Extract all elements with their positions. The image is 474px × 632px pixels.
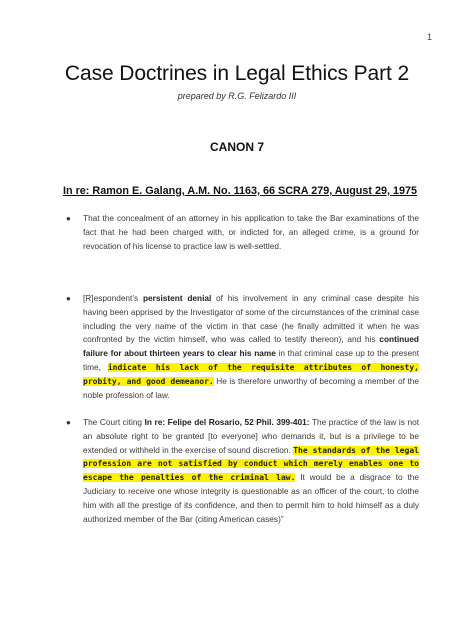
bullet-item xyxy=(63,212,419,253)
bullet-icon: ● xyxy=(66,214,71,223)
highlighted-text: indicate his lack of the requisite attributes of honesty, probity, and good demeanor. xyxy=(83,362,419,386)
bullet-text: It would be a disgrace to the Judiciary to receive one whose integrity is questionable as an officer of the court, to clothe him with all the prestige of its confidence, and then to permit him to hold himself as a duly authorized member of the Bar (citing American cases)” xyxy=(83,472,419,524)
bullet-text: The practice of the law is not an absolute right to be granted [to everyone] who demands it, but is a privilege to be extended or withheld in the exercise of sound discretion. xyxy=(83,417,420,455)
bullet-text: of his involvement in any criminal case despite his having been apprised by the Investigator of some of the circumstances of the criminal case including the very name of the victim in that case (he finally admitted it when he was confronted by the victim himself, who was called to testify thereon), and his xyxy=(83,293,419,345)
bullet-item xyxy=(63,416,419,526)
bullet-icon: ● xyxy=(66,294,71,303)
document-title: Case Doctrines in Legal Ethics Part 2 xyxy=(64,62,410,85)
case-heading: In re: Ramon E. Galang, A.M. No. 1163, 66 SCRA 279, August 29, 1975 xyxy=(63,185,418,197)
bold-text: persistent denial xyxy=(142,293,212,303)
bullet-item xyxy=(63,292,419,402)
bullet-text: The Court citing xyxy=(83,417,145,427)
bullet-list-3 xyxy=(63,416,419,526)
page-number: 1 xyxy=(426,32,432,42)
bullet-list-1 xyxy=(63,212,419,253)
bullet-list-2 xyxy=(63,292,419,402)
section-heading: CANON 7 xyxy=(209,140,264,154)
bold-text: In re: Felipe del Rosario, 52 Phil. 399-401: xyxy=(144,417,310,427)
bullet-text: He is therefore unworthy of becoming a member of the noble profession of law. xyxy=(83,375,419,400)
highlighted-text: The standards of the legal profession are not satisfied by conduct which merely enables one to escape the penalties of the criminal law. xyxy=(83,445,419,483)
document-subtitle: prepared by R.G. Felizardo III xyxy=(177,91,297,101)
bold-text: continued failure for about thirteen years to clear his name xyxy=(83,334,419,359)
bullet-icon: ● xyxy=(66,418,71,427)
bullet-text: in that criminal case up to the present time, xyxy=(83,348,420,372)
bullet-text: [R]espondent’s xyxy=(83,293,143,303)
bullet-text: That the concealment of an attorney in his application to take the Bar examinations of the fact that he had been charged with, or indicted for, an alleged crime, is a ground for revocation of his license to practice law is well-settled. xyxy=(83,213,419,251)
